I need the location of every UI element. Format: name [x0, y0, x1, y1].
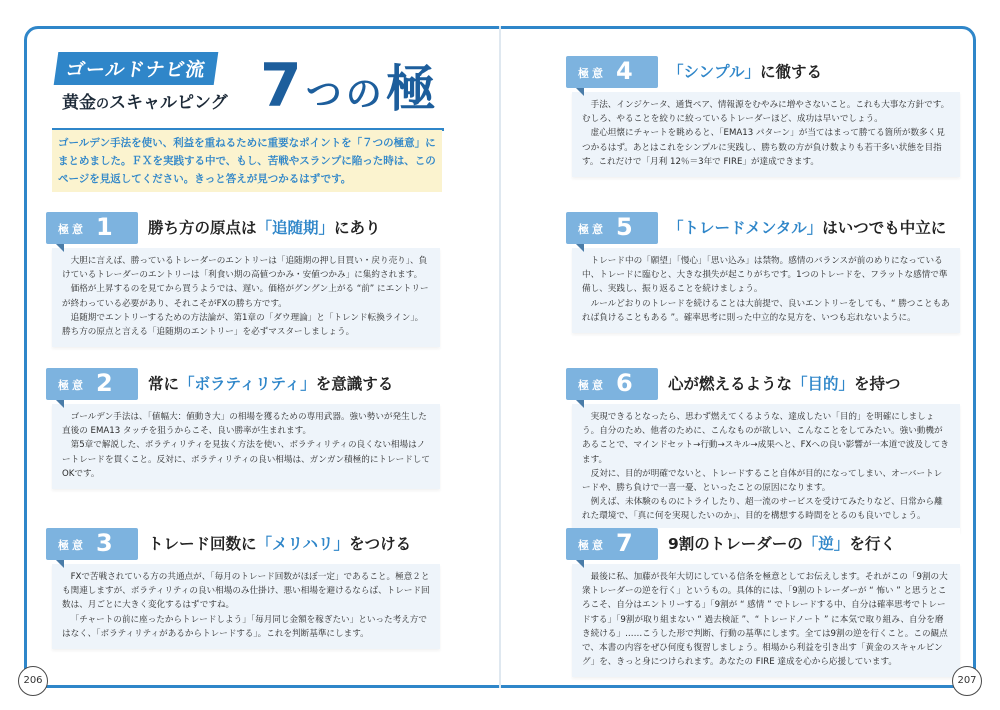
title-highlight: 「シンプル」: [668, 63, 760, 81]
page-title: [52, 48, 442, 124]
section-7: [572, 528, 960, 677]
section-1: [52, 212, 440, 347]
section-badge: [46, 528, 138, 560]
title-highlight: 「追随期」: [256, 219, 335, 237]
title-highlight: 「逆」: [802, 535, 850, 553]
badge-tail: [576, 88, 584, 96]
body-paragraph: 最後に私、加藤が長年大切にしている信条を極意としてお伝えします。それがこの「9割の大衆トレーダーの逆を行く」というもの。具体的には、「9割のトレーダーが “ 怖い ” と思うところこそ、自分はエントリーする」「9割が “ 感情 ” でトレードする中、自分は確率思考でトレードする」「9割が取り組まない “ 過去検証 ”、“ トレードノート ” に本気で取り組み、自分を磨き続ける」……こうした形で判断、行動の基準にします。全ては9割の逆を行くこと。この観点で、本書の内容をぜひ何度も復習しましょう。相場から利益を引き出す「黄金のスキャルピング」を、きっと身につけられます。あなたの FIRE 達成を心から応援しています。: [582, 572, 948, 668]
title-post: はいつでも中立に: [822, 219, 947, 237]
title-post: をつける: [349, 535, 412, 553]
body-paragraph: ルールどおりのトレードを続けることは大前提で、良いエントリーをしても、“ 勝つこともあれば負けることもある ”。確率思考に則った中立的な見方を、いつも忘れないように。: [582, 298, 950, 323]
title-main-b: 極: [385, 60, 440, 118]
badge-number: 7: [616, 529, 633, 557]
title-main-a: つの: [305, 74, 386, 115]
title-highlight: 「ボラティリティ」: [179, 375, 316, 393]
title-highlight: 「メリハリ」: [256, 535, 350, 553]
section-header: [52, 212, 440, 248]
section-header: [572, 528, 960, 564]
section-body: [572, 404, 960, 532]
section-body: [52, 404, 440, 489]
title-subtitle: [62, 88, 228, 113]
section-badge: [566, 528, 658, 560]
title-post: にあり: [334, 219, 381, 237]
body-paragraph: トレード中の「願望」「慢心」「思い込み」は禁物。感情のバランスが前のめりになっている中、トレードに臨むと、大きな損失が起こりがちです。1つのトレードを、フラットな感情で準備し、実践し、振り返ることを続けましょう。: [582, 256, 948, 295]
badge-number: 4: [616, 57, 633, 85]
badge-tail: [56, 560, 64, 568]
body-paragraph: 大胆に言えば、勝っているトレーダーのエントリーは「追随期の押し目買い・戻り売り」、負けているトレーダーのエントリーは「利食い期の高値つかみ・安値つかみ」に集約されます。: [62, 256, 428, 281]
page-number-left: 206: [18, 666, 48, 696]
body-paragraph: 価格が上昇するのを見てから買うようでは、遅い。価格がグングン上がる “前” にエントリーが終わっている必要があり、それこそがFXの勝ち方です。: [62, 284, 429, 309]
badge-number: 6: [616, 369, 633, 397]
badge-label: 極意: [58, 539, 86, 552]
section-title: [668, 532, 896, 554]
badge-label: 極意: [578, 67, 606, 80]
section-header: [572, 368, 960, 404]
section-title: [148, 372, 393, 394]
body-paragraph: ゴールデン手法は、「値幅大：値動き大」の相場を獲るための専用武器。強い勢いが発生した直後の EMA13 タッチを狙うからこそ、良い勝率が生まれます。: [62, 412, 427, 437]
title-post: を持つ: [854, 375, 901, 393]
section-title: [668, 60, 822, 82]
title-post: を行く: [849, 535, 896, 553]
section-header: [52, 528, 440, 564]
section-6: [572, 368, 960, 532]
section-body: [52, 248, 440, 347]
section-badge: [566, 368, 658, 400]
body-paragraph: 第5章で解説した、ボラティリティを見抜く方法を使い、ボラティリティの良くない相場はノートレードを貫くこと。反対に、ボラティリティの良い相場は、ガンガン積極的にトレードしてOKです。: [62, 440, 430, 479]
body-paragraph: 例えば、未体験のものにトライしたり、超一流のサービスを受けてみたりなど、日常から離れた環境で、「真に何を実現したいのか」、目的を構想する時間をとるのも良いでしょう。: [582, 497, 943, 522]
section-body: [572, 248, 960, 333]
title-pre: 常に: [148, 375, 180, 393]
badge-label: 極意: [578, 379, 606, 392]
section-2: [52, 368, 440, 489]
badge-number: 3: [96, 529, 113, 557]
title-pre: 勝ち方の原点は: [148, 219, 257, 237]
section-5: [572, 212, 960, 333]
badge-number: 1: [96, 213, 113, 241]
badge-label: 極意: [58, 223, 86, 236]
title-sub-a: 黄金: [62, 93, 96, 113]
page-number-right: 207: [952, 666, 982, 696]
title-sub-b: の: [96, 97, 110, 112]
title-pre: 心が燃えるような: [668, 375, 793, 393]
book-spine: [499, 26, 501, 688]
section-header: [52, 368, 440, 404]
section-title: [148, 532, 411, 554]
badge-tail: [576, 560, 584, 568]
body-paragraph: 反対に、目的が明確でないと、トレードすること自体が目的になってしまい、オーバートレードや、勝ち負けで一喜一憂、といったことの原因になります。: [582, 468, 943, 494]
section-body: [572, 564, 960, 677]
body-paragraph: 追随期でエントリーするための方法論が、第1章の「ダウ理論」と「トレンド転換ライン」。勝ち方の原点と言える「追随期のエントリー」を必ずマスターしましょう。: [62, 312, 424, 338]
title-highlight: 「目的」: [792, 375, 855, 393]
section-title: [668, 372, 901, 394]
section-badge: [566, 56, 658, 88]
section-title: [148, 216, 381, 238]
section-title: [668, 216, 946, 238]
badge-number: 2: [96, 369, 113, 397]
section-header: [572, 56, 960, 92]
title-main-num: 7: [260, 51, 306, 121]
badge-label: 極意: [578, 223, 606, 236]
section-4: [572, 56, 960, 177]
section-badge: [46, 212, 138, 244]
badge-number: 5: [616, 213, 633, 241]
badge-tail: [576, 244, 584, 252]
title-post: に徹する: [760, 63, 823, 81]
body-paragraph: FXで苦戦されている方の共通点が、「毎月のトレード回数がほぼ一定」であること。極意２とも関連しますが、ボラティリティの良い相場のみ仕掛け、悪い相場を避けるならば、トレード回数は、月ごとに大きく変化するはずですね。: [62, 572, 430, 611]
body-paragraph: 「チャートの前に座ったからトレードしよう」「毎月同じ金額を稼ぎたい」といった考え方ではなく、「ボラティリティがあるからトレードする」。これを判断基準にします。: [62, 614, 427, 639]
body-paragraph: 手法、インジケータ、通貨ペア、情報源をむやみに増やさないこと。これも大事な方針です。むしろ、やることを絞りに絞っているトレーダーほど、成功は早いでしょう。: [582, 100, 950, 125]
section-3: [52, 528, 440, 649]
badge-label: 極意: [58, 379, 86, 392]
section-header: [572, 212, 960, 248]
badge-tail: [576, 400, 584, 408]
badge-tail: [56, 244, 64, 252]
body-paragraph: 虚心坦懐にチャートを眺めると、「EMA13 パターン」が当てはまって勝てる箇所が数多く見つかるはず。あとはこれをシンプルに実践し、勝ち数の方が負け数よりも若干多い状態を目指す。これだけで「月利 12％＝3年で FIRE」が達成できます。: [582, 128, 945, 167]
body-paragraph: 実現できるとなったら、思わず燃えてくるような、達成したい「目的」を明確にしましょう。自分のため、他者のために、こんなものが欲しい、こんなことをしてみたい。強い動機があることで、マインドセット→行動→スキル→成果へと、FXへの良い影響が一本道で波及してきます。: [582, 412, 949, 465]
title-pre: 9割のトレーダーの: [668, 535, 803, 553]
badge-label: 極意: [578, 539, 606, 552]
section-badge: [566, 212, 658, 244]
title-sub-c: スキャルピング: [109, 93, 228, 113]
section-badge: [46, 368, 138, 400]
badge-tail: [56, 400, 64, 408]
intro-text: ゴールデン手法を使い、利益を重ねるために重要なポイントを「７つの極意」にまとめました。ＦＸを実践する中で、もし、苦戦やスランプに陥った時は、このページを見返してください。きっと答えが見つかるはずです。: [52, 130, 442, 192]
section-body: [52, 564, 440, 649]
section-body: [572, 92, 960, 177]
title-post: を意識する: [315, 375, 394, 393]
title-label: ゴールドナビ流: [54, 52, 218, 85]
title-pre: トレード回数に: [148, 535, 257, 553]
title-highlight: 「トレードメンタル」: [668, 219, 823, 237]
